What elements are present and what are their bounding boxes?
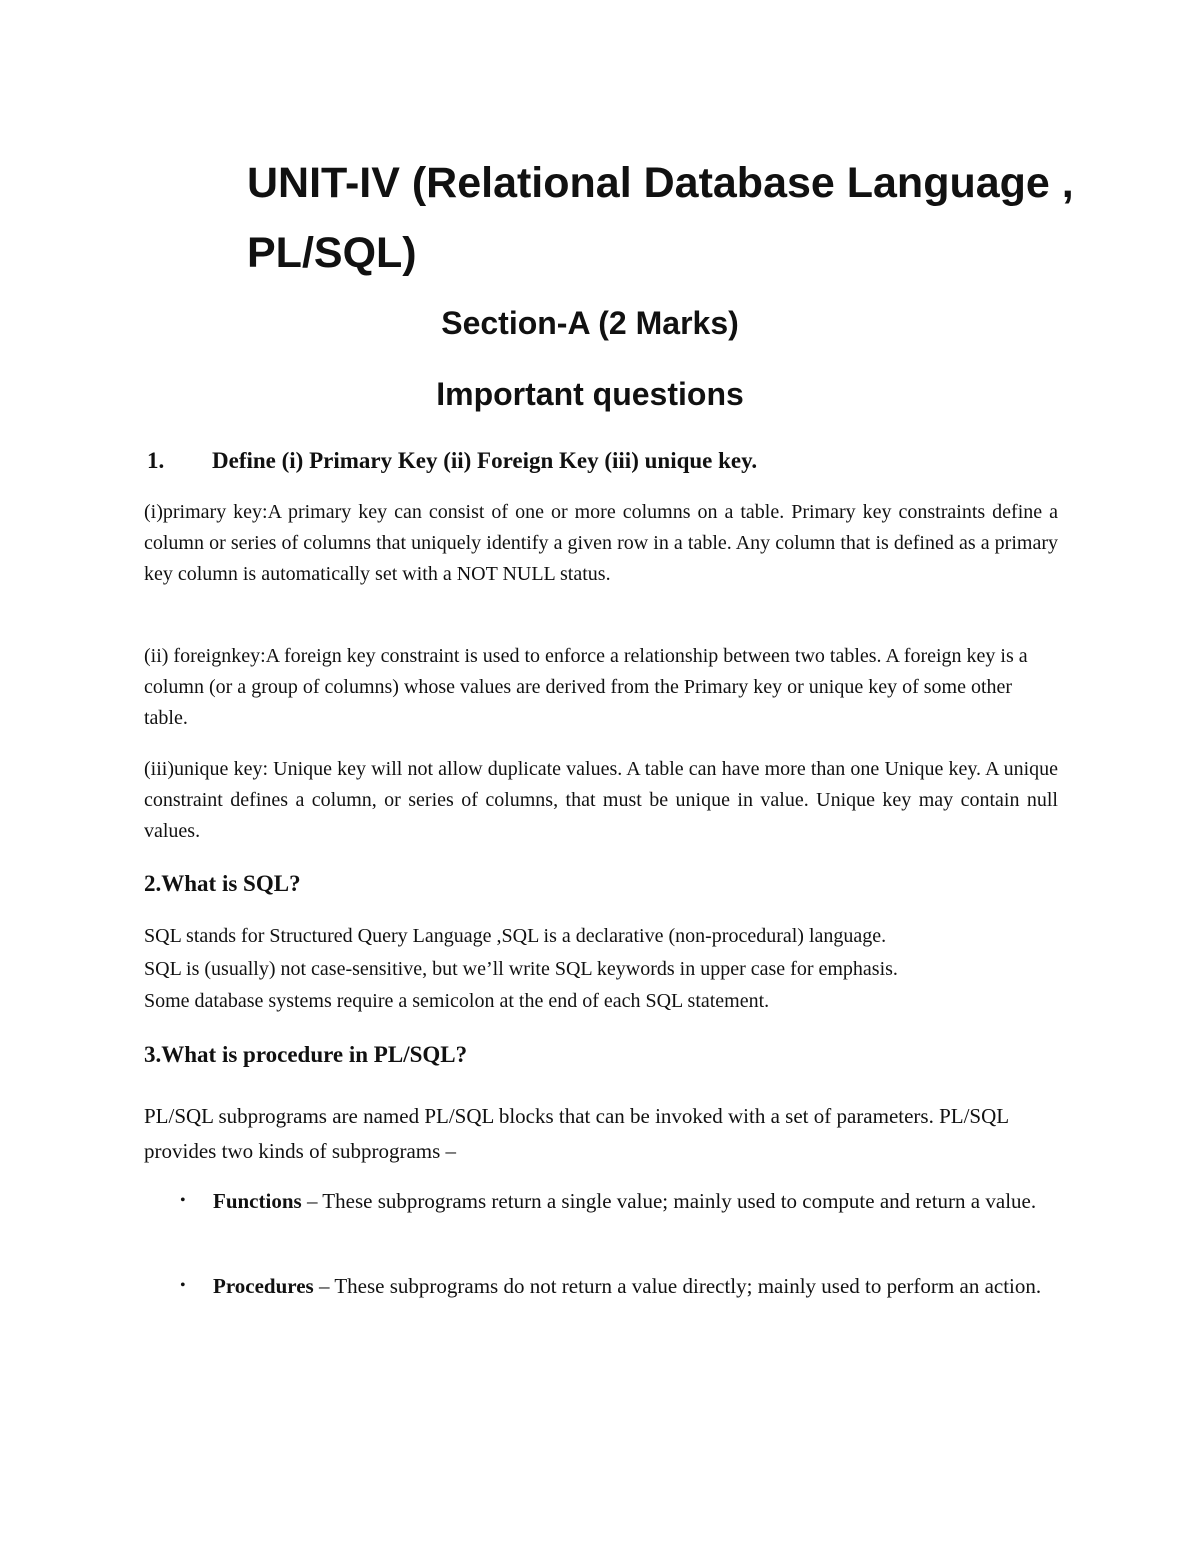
- answer-primary-key: (i)primary key:A primary key can consist of one or more columns on a table. Primary key constraints define a column or series of columns that uniquely identify a given row in a table. Any column that is defined as a primary key column is automatically set with a NOT NULL status.: [144, 501, 1058, 585]
- answer-foreign-key: (ii) foreignkey:A foreign key constraint is used to enforce a relationship between two tables. A foreign key is a column (or a group of columns) whose values are derived from the Primary key or unique key of some other table.: [144, 645, 1028, 729]
- plsql-intro: PL/SQL subprograms are named PL/SQL blocks that can be invoked with a set of parameters. PL/SQL provides two kinds of subprograms –: [144, 1104, 1009, 1163]
- sql-answer-line-1: SQL stands for Structured Query Language ,SQL is a declarative (non-procedural) language.: [144, 925, 887, 947]
- functions-term: Functions: [213, 1189, 302, 1213]
- functions-description: – These subprograms return a single value; mainly used to compute and return a value.: [301, 1189, 1037, 1213]
- question-1-heading: Define (i) Primary Key (ii) Foreign Key (iii) unique key.: [212, 448, 758, 473]
- procedures-description: – These subprograms do not return a value directly; mainly used to perform an action.: [313, 1274, 1042, 1298]
- sql-answer-line-3: Some database systems require a semicolon at the end of each SQL statement.: [144, 990, 770, 1012]
- bullet-functions: [213, 1183, 1057, 1219]
- bullet-procedures: [213, 1268, 1057, 1304]
- question-3-heading: 3.What is procedure in PL/SQL?: [144, 1042, 468, 1067]
- procedures-term: Procedures: [213, 1274, 314, 1298]
- page-title: UNIT-IV (Relational Database Language , PL/SQL): [247, 159, 1074, 277]
- question-2-heading: 2.What is SQL?: [144, 871, 301, 896]
- answer-unique-key: (iii)unique key: Unique key will not allow duplicate values. A table can have more than one Unique key. A unique constraint defines a column, or series of columns, that must be unique in value. Unique key may contain null values.: [144, 758, 1058, 842]
- section-heading: Section-A (2 Marks): [441, 305, 739, 341]
- bullet-icon: •: [180, 1277, 186, 1294]
- question-1-number: 1.: [147, 448, 165, 473]
- sql-answer-line-2: SQL is (usually) not case-sensitive, but we’ll write SQL keywords in upper case for emphasis.: [144, 958, 898, 980]
- important-questions-heading: Important questions: [436, 376, 744, 412]
- bullet-icon: •: [180, 1192, 186, 1209]
